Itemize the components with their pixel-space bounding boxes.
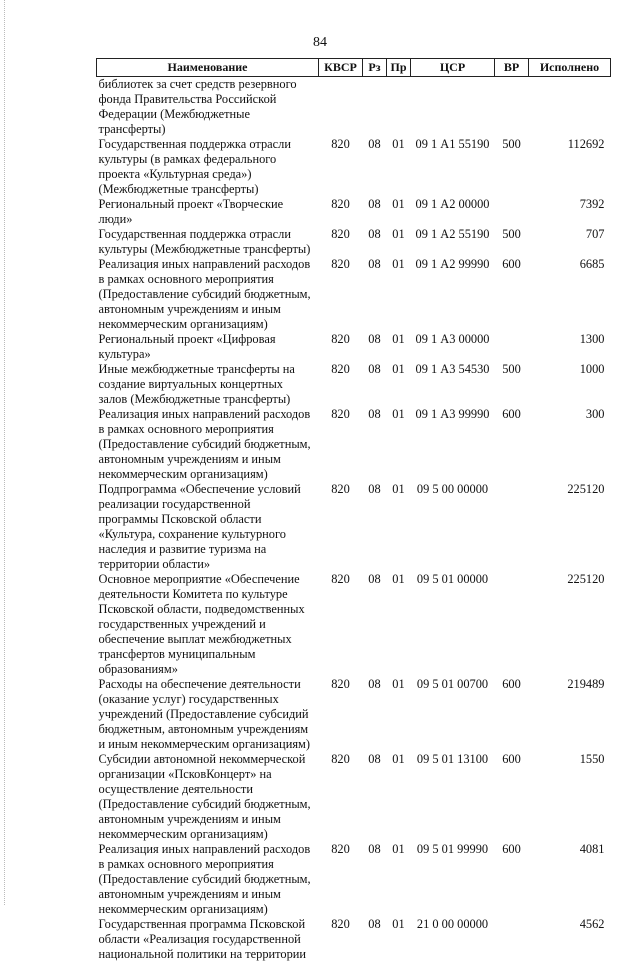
cell-executed: 1300 — [529, 332, 611, 362]
cell-kvsr: 820 — [319, 572, 363, 677]
budget-table — [96, 58, 611, 962]
cell-rz: 08 — [363, 197, 387, 227]
cell-csr: 09 5 00 00000 — [411, 482, 495, 572]
cell-executed: 112692 — [529, 137, 611, 197]
cell-vr: 600 — [495, 752, 529, 842]
cell-csr: 09 5 01 00700 — [411, 677, 495, 752]
cell-vr: 500 — [495, 362, 529, 407]
cell-csr: 09 1 А3 00000 — [411, 332, 495, 362]
header-vr: ВР — [495, 59, 529, 77]
cell-kvsr: 820 — [319, 677, 363, 752]
cell-rz — [363, 77, 387, 138]
cell-kvsr: 820 — [319, 752, 363, 842]
cell-kvsr: 820 — [319, 917, 363, 962]
table-header-row — [97, 59, 611, 77]
cell-rz: 08 — [363, 332, 387, 362]
cell-csr: 09 1 А3 99990 — [411, 407, 495, 482]
cell-name: Реализация иных направлений расходов в рамках основного мероприятия (Предоставление субсидий бюджетным, автономным учреждениям и иным некоммерческим организациям) — [97, 842, 319, 917]
cell-name: Реализация иных направлений расходов в рамках основного мероприятия (Предоставление субсидий бюджетным, автономным учреждениям и иным некоммерческим организациям) — [97, 407, 319, 482]
cell-pr: 01 — [387, 407, 411, 482]
cell-rz: 08 — [363, 407, 387, 482]
cell-vr: 600 — [495, 257, 529, 332]
table-row — [97, 197, 611, 227]
cell-csr: 09 1 А2 55190 — [411, 227, 495, 257]
table-row — [97, 257, 611, 332]
cell-pr — [387, 77, 411, 138]
page-number: 84 — [0, 35, 640, 51]
header-name: Наименование — [97, 59, 319, 77]
table-body — [97, 77, 611, 962]
scan-edge — [4, 0, 7, 905]
cell-rz: 08 — [363, 917, 387, 962]
cell-rz: 08 — [363, 677, 387, 752]
cell-kvsr — [319, 77, 363, 138]
cell-executed — [529, 77, 611, 138]
cell-vr: 500 — [495, 227, 529, 257]
header-pr: Пр — [387, 59, 411, 77]
cell-pr: 01 — [387, 332, 411, 362]
cell-pr: 01 — [387, 677, 411, 752]
cell-pr: 01 — [387, 842, 411, 917]
cell-kvsr: 820 — [319, 332, 363, 362]
header-rz: Рз — [363, 59, 387, 77]
header-executed: Исполнено — [529, 59, 611, 77]
cell-csr: 09 1 А2 00000 — [411, 197, 495, 227]
cell-name: Субсидии автономной некоммерческой организации «ПсковКонцерт» на осуществление деятельности (Предоставление субсидий бюджетным, автономным учреждениям и иным некоммерческим организациям) — [97, 752, 319, 842]
cell-vr — [495, 572, 529, 677]
cell-rz: 08 — [363, 227, 387, 257]
cell-vr: 500 — [495, 137, 529, 197]
table-row — [97, 137, 611, 197]
cell-pr: 01 — [387, 257, 411, 332]
cell-name: Государственная поддержка отрасли культуры (Межбюджетные трансферты) — [97, 227, 319, 257]
cell-pr: 01 — [387, 572, 411, 677]
cell-pr: 01 — [387, 197, 411, 227]
table-row — [97, 572, 611, 677]
header-kvsr: КВСР — [319, 59, 363, 77]
table-row — [97, 482, 611, 572]
cell-kvsr: 820 — [319, 482, 363, 572]
cell-csr: 09 1 А3 54530 — [411, 362, 495, 407]
cell-vr — [495, 482, 529, 572]
cell-kvsr: 820 — [319, 257, 363, 332]
cell-csr: 09 1 А2 99990 — [411, 257, 495, 332]
cell-executed: 300 — [529, 407, 611, 482]
cell-pr: 01 — [387, 482, 411, 572]
cell-name: Государственная программа Псковской области «Реализация государственной национальной политики на территории — [97, 917, 319, 962]
cell-executed: 6685 — [529, 257, 611, 332]
cell-vr — [495, 332, 529, 362]
cell-name: Основное мероприятие «Обеспечение деятельности Комитета по культуре Псковской области, подведомственных государственных учреждений и обеспечение выплат межбюджетных трансфертов муниципальным образованиям» — [97, 572, 319, 677]
cell-rz: 08 — [363, 572, 387, 677]
cell-name: Региональный проект «Цифровая культура» — [97, 332, 319, 362]
cell-kvsr: 820 — [319, 842, 363, 917]
cell-rz: 08 — [363, 257, 387, 332]
cell-kvsr: 820 — [319, 407, 363, 482]
cell-name: Подпрограмма «Обеспечение условий реализации государственной программы Псковской области «Культура, сохранение культурного наследия и развитие туризма на территории области» — [97, 482, 319, 572]
cell-csr: 21 0 00 00000 — [411, 917, 495, 962]
cell-executed: 707 — [529, 227, 611, 257]
cell-executed: 225120 — [529, 482, 611, 572]
cell-csr: 09 1 А1 55190 — [411, 137, 495, 197]
table-row — [97, 842, 611, 917]
cell-vr — [495, 77, 529, 138]
table-row — [97, 332, 611, 362]
cell-rz: 08 — [363, 362, 387, 407]
cell-name: Расходы на обеспечение деятельности (оказание услуг) государственных учреждений (Предоставление субсидий бюджетным, автономным учреждениям и иным некоммерческим организациям) — [97, 677, 319, 752]
header-csr: ЦСР — [411, 59, 495, 77]
cell-csr: 09 5 01 00000 — [411, 572, 495, 677]
cell-pr: 01 — [387, 227, 411, 257]
cell-rz: 08 — [363, 752, 387, 842]
table-row — [97, 407, 611, 482]
cell-pr: 01 — [387, 137, 411, 197]
cell-executed: 1000 — [529, 362, 611, 407]
cell-rz: 08 — [363, 842, 387, 917]
table-row — [97, 917, 611, 962]
cell-csr: 09 5 01 13100 — [411, 752, 495, 842]
table-row — [97, 677, 611, 752]
cell-csr — [411, 77, 495, 138]
cell-vr: 600 — [495, 677, 529, 752]
cell-executed: 7392 — [529, 197, 611, 227]
cell-vr: 600 — [495, 842, 529, 917]
cell-csr: 09 5 01 99990 — [411, 842, 495, 917]
cell-executed: 1550 — [529, 752, 611, 842]
cell-rz: 08 — [363, 137, 387, 197]
cell-name: библиотек за счет средств резервного фонда Правительства Российской Федерации (Межбюджетные трансферты) — [97, 77, 319, 138]
cell-vr: 600 — [495, 407, 529, 482]
cell-pr: 01 — [387, 917, 411, 962]
cell-executed: 4562 — [529, 917, 611, 962]
cell-executed: 219489 — [529, 677, 611, 752]
cell-pr: 01 — [387, 752, 411, 842]
cell-name: Региональный проект «Творческие люди» — [97, 197, 319, 227]
cell-kvsr: 820 — [319, 137, 363, 197]
table-row — [97, 362, 611, 407]
cell-vr — [495, 917, 529, 962]
cell-rz: 08 — [363, 482, 387, 572]
cell-kvsr: 820 — [319, 197, 363, 227]
table-row — [97, 77, 611, 138]
cell-executed: 225120 — [529, 572, 611, 677]
cell-name: Иные межбюджетные трансферты на создание виртуальных концертных залов (Межбюджетные трансферты) — [97, 362, 319, 407]
cell-executed: 4081 — [529, 842, 611, 917]
cell-vr — [495, 197, 529, 227]
table-row — [97, 227, 611, 257]
cell-kvsr: 820 — [319, 362, 363, 407]
cell-name: Государственная поддержка отрасли культуры (в рамках федерального проекта «Культурная среда») (Межбюджетные трансферты) — [97, 137, 319, 197]
cell-kvsr: 820 — [319, 227, 363, 257]
table-row — [97, 752, 611, 842]
cell-name: Реализация иных направлений расходов в рамках основного мероприятия (Предоставление субсидий бюджетным, автономным учреждениям и иным некоммерческим организациям) — [97, 257, 319, 332]
cell-pr: 01 — [387, 362, 411, 407]
